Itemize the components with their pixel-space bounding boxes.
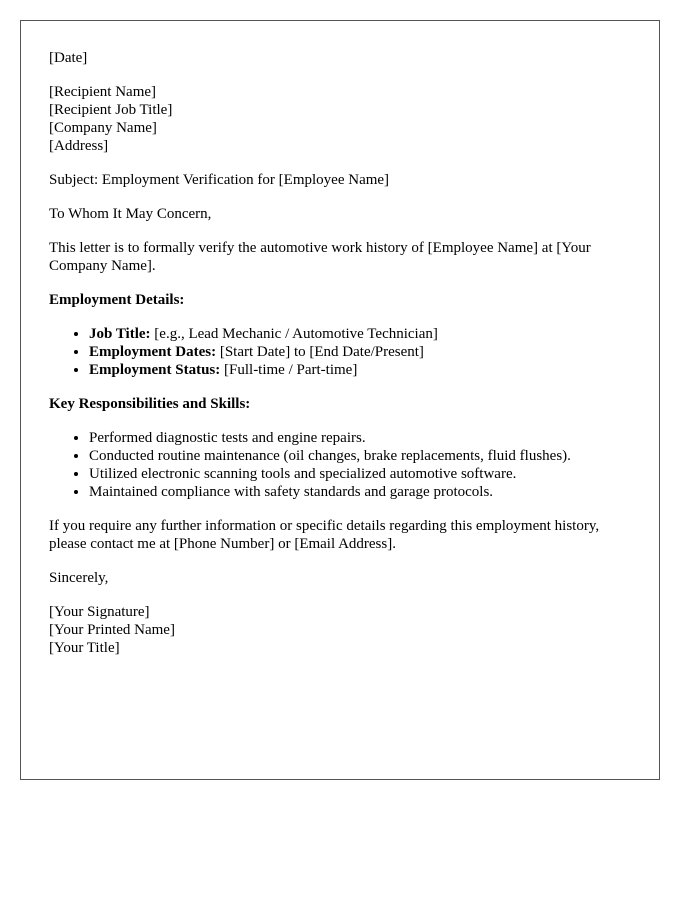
detail-value: [Full-time / Part-time] [220,362,358,378]
letter-page [20,20,660,780]
closing-paragraph: If you require any further information or specific details regarding this employment history, please contact me at [Phone Number] or [Email Address]. [49,518,600,552]
list-item [89,343,631,361]
signature-line: [Your Signature] [49,604,150,620]
letter-date: [Date] [49,50,88,66]
signature-block [49,603,631,657]
recipient-company: [Company Name] [49,120,157,136]
list-item: • Conducted routine maintenance (oil changes, brake replacements, fluid flushes). [89,447,631,465]
list-item: • Performed diagnostic tests and engine repairs. [89,429,631,447]
employment-details-heading: Employment Details: [49,292,185,308]
title-line: [Your Title] [49,640,120,656]
letter-intro: This letter is to formally verify the automotive work history of [Employee Name] at [Your Company Name]. [49,240,591,274]
recipient-address: [Address] [49,138,109,154]
recipient-block [49,83,631,155]
detail-label: Employment Status: [89,362,221,378]
detail-label: Job Title: [89,326,151,342]
printed-name-line: [Your Printed Name] [49,622,175,638]
letter-subject: Subject: Employment Verification for [Employee Name] [49,172,390,188]
employment-details-list [49,325,631,379]
list-item [89,325,631,343]
recipient-job-title: [Recipient Job Title] [49,102,173,118]
detail-value: [e.g., Lead Mechanic / Automotive Technician] [150,326,438,342]
recipient-name: [Recipient Name] [49,84,157,100]
list-item [89,361,631,379]
letter-signoff: Sincerely, [49,570,109,586]
letter-salutation: To Whom It May Concern, [49,206,212,222]
detail-value: [Start Date] to [End Date/Present] [216,344,424,360]
list-item: • Utilized electronic scanning tools and specialized automotive software. [89,465,631,483]
detail-label: Employment Dates: [89,344,217,360]
list-item: • Maintained compliance with safety standards and garage protocols. [89,483,631,501]
responsibilities-heading: Key Responsibilities and Skills: [49,396,251,412]
responsibilities-list [49,429,631,501]
